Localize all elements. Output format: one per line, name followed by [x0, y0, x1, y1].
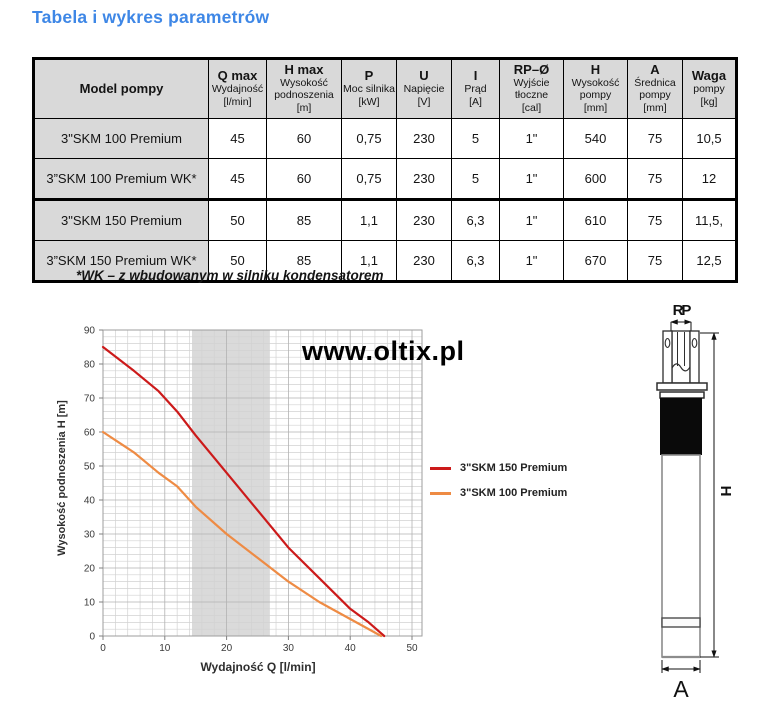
- cell-waga: 12,5: [683, 241, 737, 282]
- cell-waga: 12: [683, 159, 737, 200]
- h-dimension-label: H: [717, 485, 734, 497]
- col-header-h: H Wysokość pompy [mm]: [564, 59, 628, 119]
- model-name: 3"SKM 100 Premium: [34, 119, 209, 159]
- legend-line-red: [430, 467, 451, 470]
- cell-a: 75: [628, 159, 683, 200]
- pump-curves-chart: [36, 320, 436, 696]
- cell-a: 75: [628, 119, 683, 159]
- cell-rp: 1": [500, 241, 564, 282]
- page-title: Tabela i wykres parametrów: [32, 7, 270, 27]
- cell-hmax: 85: [267, 241, 342, 282]
- cell-h: 540: [564, 119, 628, 159]
- cell-u: 230: [397, 119, 452, 159]
- y-tick-label: 40: [83, 495, 95, 507]
- y-tick-label: 50: [83, 461, 95, 473]
- cell-p: 0,75: [342, 119, 397, 159]
- x-tick-label: 10: [159, 643, 171, 654]
- x-tick-label: 40: [344, 643, 356, 654]
- col-header-waga: Waga pompy [kg]: [683, 59, 737, 119]
- col-header-p: P Moc silnika [kW]: [342, 59, 397, 119]
- pump-collar-lower: [660, 392, 704, 398]
- y-tick-label: 10: [83, 597, 95, 609]
- cell-qmax: 45: [209, 119, 267, 159]
- y-tick-label: 70: [83, 393, 95, 405]
- x-tick-label: 30: [282, 643, 294, 654]
- model-name: 3”SKM 150 Premium WK*: [34, 241, 209, 282]
- cell-p: 1,1: [342, 200, 397, 241]
- y-tick-label: 90: [83, 325, 95, 337]
- cell-rp: 1": [500, 200, 564, 241]
- cell-a: 75: [628, 200, 683, 241]
- legend-line-orange: [430, 492, 451, 495]
- col-header-hmax: H max Wysokość podnoszenia [m]: [267, 59, 342, 119]
- col-header-rp: RP–Ø Wyjście tłoczne [cal]: [500, 59, 564, 119]
- cell-h: 610: [564, 200, 628, 241]
- table-row: [34, 159, 737, 200]
- pump-bottom-band: [662, 618, 700, 627]
- cell-qmax: 45: [209, 159, 267, 200]
- a-dimension-label: A: [673, 676, 689, 702]
- cell-h: 670: [564, 241, 628, 282]
- bracket-hole-right: [692, 339, 697, 348]
- cell-waga: 10,5: [683, 119, 737, 159]
- legend-item: [430, 486, 567, 500]
- x-tick-label: 50: [406, 643, 418, 654]
- cell-p: 1,1: [342, 241, 397, 282]
- x-tick-label: 20: [221, 643, 233, 654]
- cell-hmax: 60: [267, 119, 342, 159]
- cell-u: 230: [397, 200, 452, 241]
- cell-u: 230: [397, 241, 452, 282]
- rp-dimension-label: RP: [672, 302, 690, 319]
- x-axis-title: Wydajność Q [l/min]: [200, 660, 316, 674]
- model-name: 3”SKM 100 Premium WK*: [34, 159, 209, 200]
- y-tick-label: 30: [83, 529, 95, 541]
- pump-outlet-pipe: [672, 331, 690, 383]
- cell-hmax: 60: [267, 159, 342, 200]
- cell-p: 0,75: [342, 159, 397, 200]
- model-name: 3"SKM 150 Premium: [34, 200, 209, 241]
- table-header-row: [34, 59, 737, 119]
- wk-footnote: *WK – z wbudowanym w silniku kondensatorem: [76, 268, 384, 283]
- y-tick-label: 0: [89, 631, 95, 643]
- legend-label: 3"SKM 150 Premium: [460, 462, 568, 474]
- y-tick-label: 20: [83, 563, 95, 575]
- y-axis-title: Wysokość podnoszenia H [m]: [56, 400, 68, 556]
- cell-hmax: 85: [267, 200, 342, 241]
- cell-qmax: 50: [209, 200, 267, 241]
- cell-u: 230: [397, 159, 452, 200]
- pump-black-section: [660, 398, 702, 455]
- cell-i: 6,3: [452, 200, 500, 241]
- col-header-a: A Średnica pompy [mm]: [628, 59, 683, 119]
- x-tick-label: 0: [100, 643, 106, 654]
- chart-legend: [430, 461, 567, 511]
- col-header-u: U Napięcie [V]: [397, 59, 452, 119]
- watermark: www.oltix.pl: [302, 336, 465, 366]
- bracket-hole-left: [665, 339, 670, 348]
- col-header-i: I Prąd [A]: [452, 59, 500, 119]
- parameters-table-wrapper: [32, 57, 738, 283]
- parameters-table: [32, 57, 738, 283]
- pump-collar-upper: [657, 383, 707, 390]
- cell-i: 6,3: [452, 241, 500, 282]
- cell-rp: 1": [500, 159, 564, 200]
- cell-i: 5: [452, 159, 500, 200]
- cell-qmax: 50: [209, 241, 267, 282]
- table-row: [34, 119, 737, 159]
- col-header-model: Model pompy: [34, 59, 209, 119]
- recommended-range-band: [192, 330, 270, 636]
- cell-a: 75: [628, 241, 683, 282]
- cell-i: 5: [452, 119, 500, 159]
- pump-technical-drawing: [630, 298, 760, 710]
- legend-label: 3"SKM 100 Premium: [460, 487, 568, 499]
- col-header-qmax: Q max Wydajność [l/min]: [209, 59, 267, 119]
- legend-item: [430, 461, 567, 475]
- cell-rp: 1": [500, 119, 564, 159]
- cell-h: 600: [564, 159, 628, 200]
- table-row: [34, 200, 737, 241]
- y-tick-label: 80: [83, 359, 95, 371]
- y-tick-label: 60: [83, 427, 95, 439]
- cell-waga: 11,5,: [683, 200, 737, 241]
